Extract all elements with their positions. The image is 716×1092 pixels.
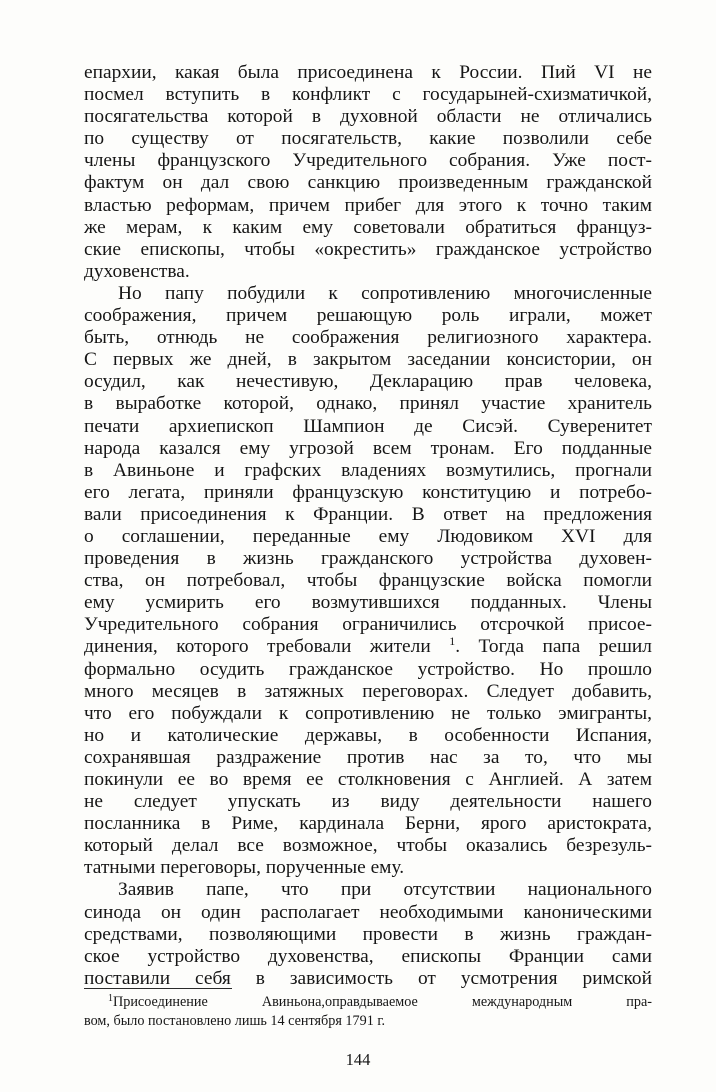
text-line: ское устройство духовенства, епископы Франции сами xyxy=(84,945,652,967)
text-line: средствами, позволяющими провести в жизнь граждан- xyxy=(84,923,652,945)
text-line: что его побуждали к сопротивлению не только эмигранты, xyxy=(84,702,652,724)
text-line: посягательства которой в духовной области не отличались xyxy=(84,106,652,128)
text-line: народа казался ему угрозой всем тронам. Его подданные xyxy=(84,437,652,459)
text-line: по существу от посягательств, какие позволили себе xyxy=(84,128,652,150)
text-line: проведения в жизнь гражданского устройства духовен- xyxy=(84,548,652,570)
text-line: духовенства. xyxy=(84,260,190,282)
text-line: печати архиепископ Шампион де Сисэй. Суверенитет xyxy=(84,415,652,437)
text-line: но и католические державы, в особенности Испания, xyxy=(84,724,652,746)
text-line: татными переговоры, порученные ему. xyxy=(84,857,405,879)
text-line: осудил, как нечестивую, Декларацию прав человека, xyxy=(84,371,652,393)
text-fragment: . Тогда папа решил xyxy=(455,636,652,658)
text-line: члены французского Учредительного собрания. Уже пост- xyxy=(84,150,652,172)
text-line: много месяцев в затяжных переговорах. Следует добавить, xyxy=(84,680,652,702)
text-line: в Авиньоне и графских владениях возмутились, прогнали xyxy=(84,459,652,481)
text-line: соображения, причем решающую роль играли, может xyxy=(84,305,652,327)
text-fragment: динения, которого требовали жители xyxy=(84,636,431,658)
main-text xyxy=(84,62,652,990)
footnote-line: вом, было постановлено лишь 14 сентября 1791 г. xyxy=(84,1013,386,1029)
text-line: его легата, приняли французскую конституцию и потребо- xyxy=(84,481,652,503)
text-line: Учредительного собрания ограничились отсрочкой присое- xyxy=(84,614,652,636)
text-line: ские епископы, чтобы «окрестить» гражданское устройство xyxy=(84,238,652,260)
footnote-reference: 1 xyxy=(449,634,456,649)
text-line: не следует упускать из виду деятельности нашего xyxy=(84,791,652,813)
text-line: же мерам, к каким ему советовали обратиться француз- xyxy=(84,216,652,238)
footnote-marker: 1 xyxy=(108,993,113,1004)
text-line: о соглашении, переданные ему Людовиком XVI для xyxy=(84,525,652,547)
paragraph-start-line: Но папу побудили к сопротивлению многочисленные xyxy=(118,282,652,304)
text-line: ему усмирить его возмутившихся подданных. Члены xyxy=(84,592,652,614)
text-line: в выработке которой, однако, принял участие хранитель xyxy=(84,393,652,415)
text-line: синода он один располагает необходимыми каноническими xyxy=(84,901,652,923)
text-line: который делал все возможное, чтобы оказались безрезуль- xyxy=(84,835,652,857)
footnote-line xyxy=(84,993,652,1012)
paragraph-start-line: Заявив папе, что при отсутствии национального xyxy=(118,879,652,901)
footnote xyxy=(84,993,652,1031)
text-line: посмел вступить в конфликт с государыней-схизматичкой, xyxy=(84,84,652,106)
text-line: властью реформам, причем прибег для этого к точно таким xyxy=(84,194,652,216)
footnote-divider xyxy=(84,988,232,989)
text-line: С первых же дней, в закрытом заседании консистории, он xyxy=(84,349,652,371)
text-line: фактум он дал свою санкцию произведенным гражданской xyxy=(84,172,652,194)
text-line-with-footnote xyxy=(84,636,652,658)
text-line: формально осудить гражданское устройство. Но прошло xyxy=(84,658,652,680)
footnote-text: Присоединение Авиньона,оправдываемое международным пра- xyxy=(113,994,652,1010)
text-line: сохранявшая раздражение против нас за то, что мы xyxy=(84,746,652,768)
text-line: быть, отнюдь не соображения религиозного характера. xyxy=(84,327,652,349)
text-line: посланника в Риме, кардинала Берни, ярого аристократа, xyxy=(84,813,652,835)
text-line: ства, он потребовал, чтобы французские войска помогли xyxy=(84,570,652,592)
text-line: покинули ее во время ее столкновения с Англией. А затем xyxy=(84,769,652,790)
text-line: вали присоединения к Франции. В ответ на предложения xyxy=(84,503,652,525)
text-line: епархии, какая была присоединена к России. Пий VI не xyxy=(84,62,652,83)
text-line: поставили себя в зависимость от усмотрения римской xyxy=(84,967,652,989)
page-number: 144 xyxy=(345,1050,371,1069)
